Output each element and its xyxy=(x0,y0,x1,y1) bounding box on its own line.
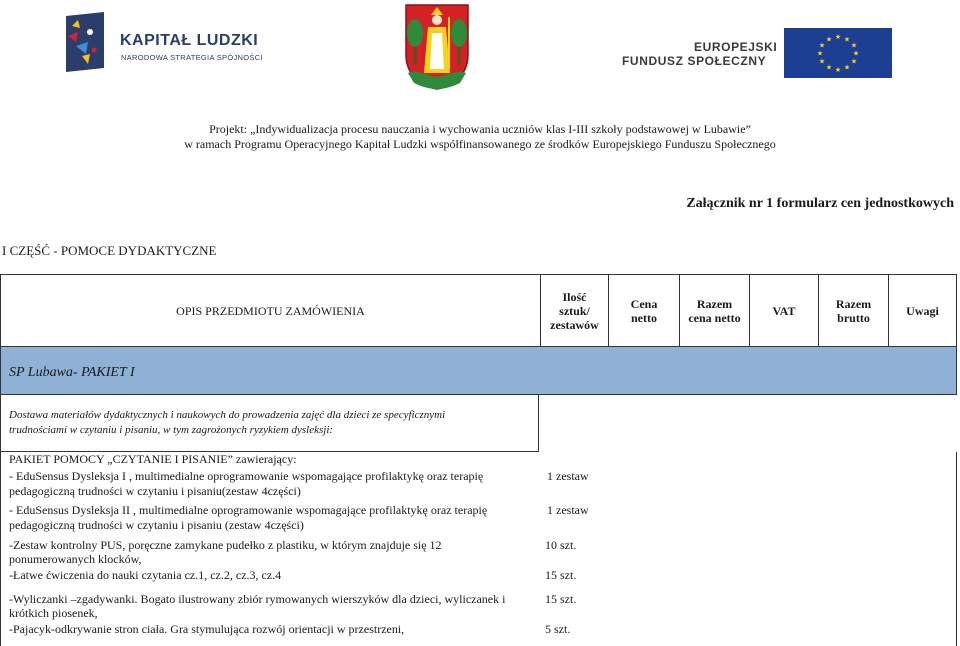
attachment-title: Załącznik nr 1 formularz cen jednostkowych xyxy=(686,196,954,211)
item-5-line2: krótkich piosenek, xyxy=(9,606,98,620)
dostawa-description xyxy=(0,395,539,452)
dostawa-line-1: Dostawa materiałów dydaktycznych i naukowych do prowadzenia zajęć dla dzieci ze specyficznymi xyxy=(9,409,446,421)
header-uwagi-label: Uwagi xyxy=(906,303,939,318)
svg-text:★: ★ xyxy=(818,57,826,66)
item-4-qty: 15 szt. xyxy=(545,568,577,582)
project-line-1: Projekt: „Indywidualizacja procesu nauczania i wychowania uczniów klas I-III szkoły podstawowej w Lubawie” xyxy=(209,122,751,136)
kapital-ludzki-emblem xyxy=(64,12,108,72)
item-5-qty: 15 szt. xyxy=(545,592,577,606)
item-list xyxy=(0,452,957,646)
pakiet-label: SP Lubawa- PAKIET I xyxy=(9,365,135,380)
header-ilosc-line3: zestawów xyxy=(550,317,599,332)
svg-text:★: ★ xyxy=(825,35,833,44)
header-ilosc xyxy=(540,274,608,347)
lubawa-coat-of-arms xyxy=(404,3,470,91)
svg-text:★: ★ xyxy=(852,49,860,58)
item-1-line1: - EduSensus Dysleksja I , multimedialne oprogramowanie wspomagające profilaktykę oraz terapię xyxy=(9,469,484,483)
header-razem-brutto xyxy=(818,274,888,347)
svg-text:★: ★ xyxy=(850,57,858,66)
efs-logo xyxy=(622,28,902,80)
header-ilosc-line1: Ilość xyxy=(562,289,587,304)
svg-text:★: ★ xyxy=(843,63,851,72)
item-1-qty: 1 zestaw xyxy=(547,469,589,483)
eu-flag-icon xyxy=(784,28,892,78)
item-4-line1: -Łatwe ćwiczenia do nauki czytania cz.1, cz.2, cz.3, cz.4 xyxy=(9,568,282,582)
pakiet-pomocy-title: PAKIET POMOCY „CZYTANIE I PISANIE” zawierający: xyxy=(9,452,297,466)
header-cena xyxy=(608,274,679,347)
kapital-ludzki-subtitle: NARODOWA STRATEGIA SPÓJNOŚCI xyxy=(121,53,263,62)
svg-text:★: ★ xyxy=(818,41,826,50)
svg-text:★: ★ xyxy=(843,35,851,44)
svg-text:★: ★ xyxy=(816,49,824,58)
svg-text:★: ★ xyxy=(834,33,842,41)
item-3-line2: ponumerowanych klocków, xyxy=(9,552,142,566)
item-6-qty: 5 szt. xyxy=(545,622,571,636)
project-line-2: w ramach Programu Operacyjnego Kapitał Ludzki współfinansowanego ze środków Europejskiego Funduszu Społecznego xyxy=(184,137,776,151)
pakiet-row xyxy=(0,347,957,395)
part-title: I CZĘŚĆ - POMOCE DYDAKTYCZNE xyxy=(2,243,217,258)
header-razem-brutto-line1: Razem xyxy=(835,296,872,311)
header-razem-cena xyxy=(679,274,749,347)
item-3-line1: -Zestaw kontrolny PUS, poręczne zamykane pudełko z plastiku, w którym znajduje się 12 xyxy=(9,538,442,552)
svg-text:★: ★ xyxy=(834,66,842,74)
price-table xyxy=(0,274,957,646)
header-opis-label: OPIS PRZEDMIOTU ZAMÓWIENIA xyxy=(176,303,365,318)
header-vat xyxy=(749,274,818,347)
item-2-line1: - EduSensus Dysleksja II , multimedialne oprogramowanie wspomagające profilaktykę oraz terapię xyxy=(9,503,488,517)
efs-title-line2: FUNDUSZ SPOŁECZNY xyxy=(622,54,767,68)
svg-text:★: ★ xyxy=(825,63,833,72)
efs-title-line1: EUROPEJSKI xyxy=(694,40,778,54)
logo-bar xyxy=(0,0,960,100)
header-cena-line1: Cena xyxy=(630,296,658,311)
item-6-line1: -Pajacyk-odkrywanie stron ciała. Gra stymulująca rozwój orientacji w przestrzeni, xyxy=(9,622,405,636)
header-uwagi xyxy=(888,274,957,347)
item-5-line1: -Wyliczanki –zgadywanki. Bogato ilustrowany zbiór rymowanych wierszyków dla dzieci, wyliczanek i xyxy=(9,592,506,606)
header-razem-cena-line2: cena netto xyxy=(688,310,741,325)
project-description xyxy=(0,122,960,152)
header-ilosc-line2: sztuk/ xyxy=(559,303,590,318)
item-2-qty: 1 zestaw xyxy=(547,503,589,517)
kapital-ludzki-logo xyxy=(64,12,274,74)
kapital-ludzki-title: KAPITAŁ LUDZKI xyxy=(120,32,259,49)
header-cena-line2: netto xyxy=(631,310,657,325)
header-vat-label: VAT xyxy=(772,303,796,318)
header-opis xyxy=(0,274,540,347)
dostawa-line-2: trudnościami w czytaniu i pisaniu, w tym zagrożonych ryzykiem dysleksji: xyxy=(9,424,334,436)
item-1-line2: pedagogiczną trudności w czytaniu i pisaniu(zestaw 4części) xyxy=(9,484,301,498)
header-razem-brutto-line2: brutto xyxy=(837,310,870,325)
item-3-qty: 10 szt. xyxy=(545,538,577,552)
item-2-line2: pedagogiczną trudności w czytaniu i pisaniu (zestaw 4części) xyxy=(9,518,304,532)
header-razem-cena-line1: Razem xyxy=(696,296,733,311)
svg-text:★: ★ xyxy=(850,41,858,50)
